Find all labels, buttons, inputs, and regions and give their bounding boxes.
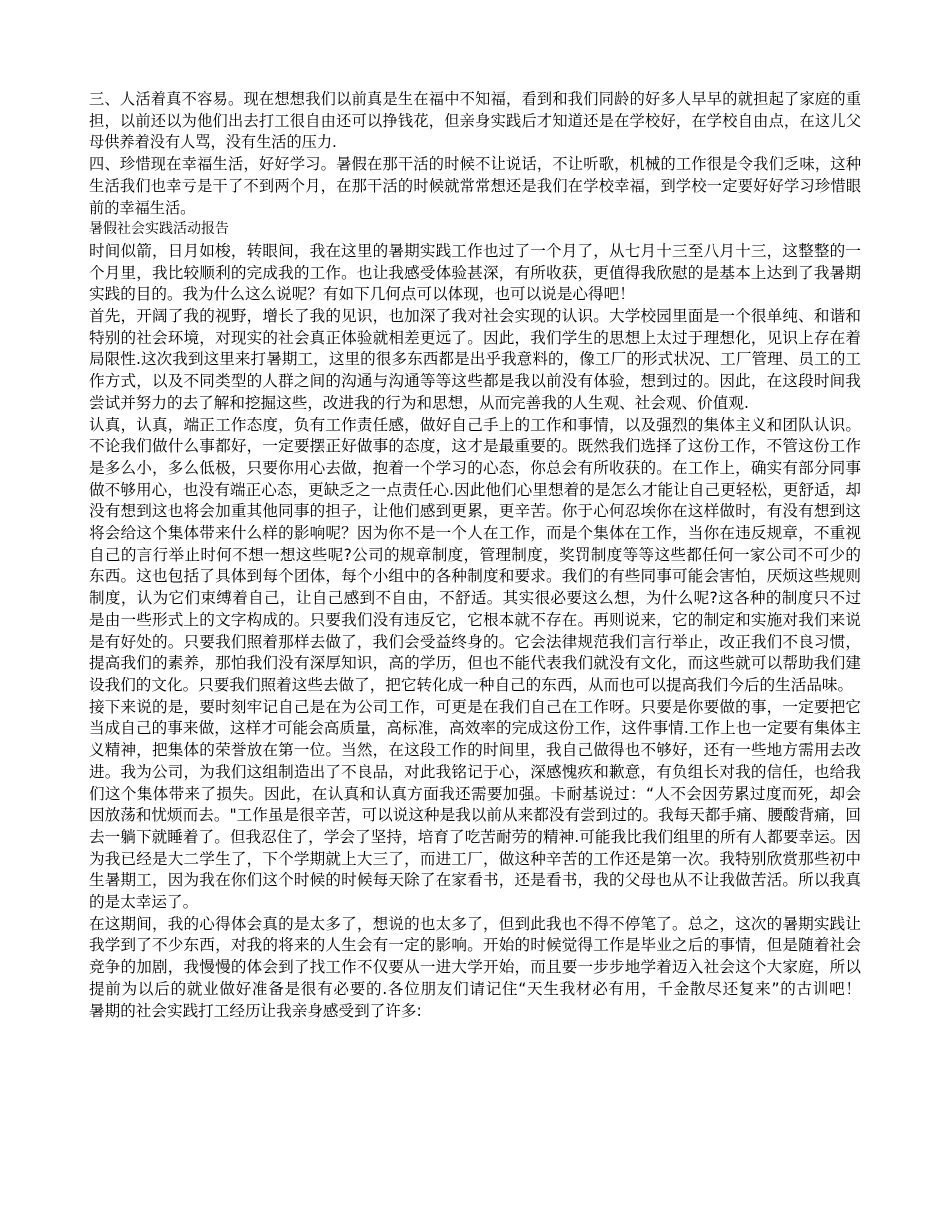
paragraph-conclusion: 在这期间，我的心得体会真的是太多了，想说的也太多了，但到此我也不得不停笔了。总之，这次的暑期实践让我学到了不少东西，对我的将来的人生会有一定的影响。开始的时候觉得工作是毕业之后的事情，但是随着社会竞争的加剧，我慢慢的体会到了找工作不仅要从一进大学开始，而且要一步步地学着迈入社会这个大家庭，所以提前为以后的就业做好准备是很有必要的.各位朋友们请记住“天生我材必有用，千金散尽还复来”的古训吧！ 暑期的社会实践打工经历让我亲身感受到了许多: <box>89 914 893 1020</box>
section-title: 暑假社会实践活动报告 <box>89 221 229 238</box>
paragraph-diligence: 认真，认真，端正工作态度，负有工作责任感，做好自己手上的工作和事情，以及强烈的集体主义和团队认识。不论我们做什么事都好，一定要摆正好做事的态度，这才是最重要的。既然我们选择了这份工作，不管这份工作是多么小，多么低极，只要你用心去做，抱着一个学习的心态，你总会有所收获的。在工作上，确实有部分同事做不够用心，也没有端正心态，更缺乏之一点责任心.因此他们心里想着的是怎么才能让自己更轻松，更舒适，却没有想到这也将会加重其他同事的担子，让他们感到更累，更辛苦。你于心何忍埃你在这样做时，有没有想到这将会给这个集体带来什么样的影响呢？因为你不是一个人在工作，而是个集体在工作，当你在违反规章，不重视自己的言行举止时何不想一想这些呢?公司的规章制度，管理制度，奖罚制度等等这些都任何一家公司不可少的东西。这也包括了具体到每个团体，每个小组中的各种制度和要求。我们的有些同事可能会害怕，厌烦这些规则制度，认为它们束缚着自己，让自己感到不自由，不舒适。其实很必要这么想，为什么呢?这各种的制度只不过是由一些形式上的文字构成的。只要我们没有违反它，它根本就不存在。再则说来，它的制定和实施对我们来说是有好处的。只要我们照着那样去做了，我们会受益终身的。它会法律规范我们言行举止，改正我们不良习惯，提高我们的素养，那怕我们没有深厚知识，高的学历，但也不能代表我们就没有文化，而这些就可以帮助我们建设我们的文化。只要我们照着这些去做了，把它转化成一种自己的东西，从而也可以提高我们今后的生活品味。 <box>89 415 861 694</box>
document-page <box>89 89 893 1022</box>
paragraph-point-four: 四、珍惜现在幸福生活，好好学习。暑假在那干活的时候不让说话，不让听歌，机械的工作很是令我们乏味，这种生活我们也幸亏是干了不到两个月，在那干活的时候就常常想还是我们在学校幸福，到学校一定要好好学习珍惜眼前的幸福生活。 <box>89 155 861 217</box>
paragraph-intro: 时间似箭，日月如梭，转眼间，我在这里的暑期实践工作也过了一个月了，从七月十三至八月十三，这整整的一个月里，我比较顺利的完成我的工作。也让我感受体验甚深，有所收获，更值得我欣慰的是基本上达到了我暑期实践的目的。我为什么这么说呢？有如下几何点可以体现，也可以说是心得吧！ <box>89 241 861 304</box>
paragraph-next: 接下来说的是，要时刻牢记自己是在为公司工作，可更是在我们自己在工作呀。只要是你要做的事，一定要把它当成自己的事来做，这样才可能会高质量，高标准，高效率的完成这份工作，这件事情.工作上也一定要有集体主义精神，把集体的荣誉放在第一位。当然，在这段工作的时间里，我自己做得也不够好，还有一些地方需用去改进。我为公司，为我们这组制造出了不良品，对此我铭记于心，深感愧疚和歉意，有负组长对我的信任，也给我们这个集体带来了损失。因此，在认真和认真方面我还需要加强。卡耐基说过：“人不会因劳累过度而死，却会因放荡和忧烦而去。"工作虽是很辛苦，可以说这种是我以前从来都没有尝到过的。我每天都手痛、腰酸背痛，回去一躺下就睡着了。但我忍住了，学会了坚持，培育了吃苦耐劳的精神.可能我比我们组里的所有人都要幸运。因为我已经是大二学生了，下个学期就上大三了，而进工厂，做这种辛苦的工作还是第一次。我特别欣赏那些初中生暑期工，因为我在你们这个时候的时候每天除了在家看书，还是看书，我的父母也从不让我做苦活。所以我真的是太幸运了。 <box>89 697 861 912</box>
paragraph-first: 首先，开阔了我的视野，增长了我的见识，也加深了我对社会实现的认识。大学校园里面是一个很单纯、和谐和特别的社会环境，对现实的社会真正体验就相差更远了。因此，我们学生的思想上太过于理想化，见识上存在着局限性.这次我到这里来打暑期工，这里的很多东西都是出乎我意料的，像工厂的形式状况、工厂管理、员工的工作方式，以及不同类型的人群之间的沟通与沟通等等这些都是我以前没有体验，想到过的。因此，在这段时间我尝试并努力的去了解和挖掘这些，改进我的行为和思想，从而完善我的人生观、社会观、价值观. <box>89 307 861 412</box>
paragraph-point-three: 三、人活着真不容易。现在想想我们以前真是生在福中不知福，看到和我们同龄的好多人早早的就担起了家庭的重担，以前还以为他们出去打工很自由还可以挣钱花，但亲身实践后才知道还是在学校好，在学校自由点，在这儿父母供养着没有人骂，没有生活的压力. <box>89 90 861 152</box>
